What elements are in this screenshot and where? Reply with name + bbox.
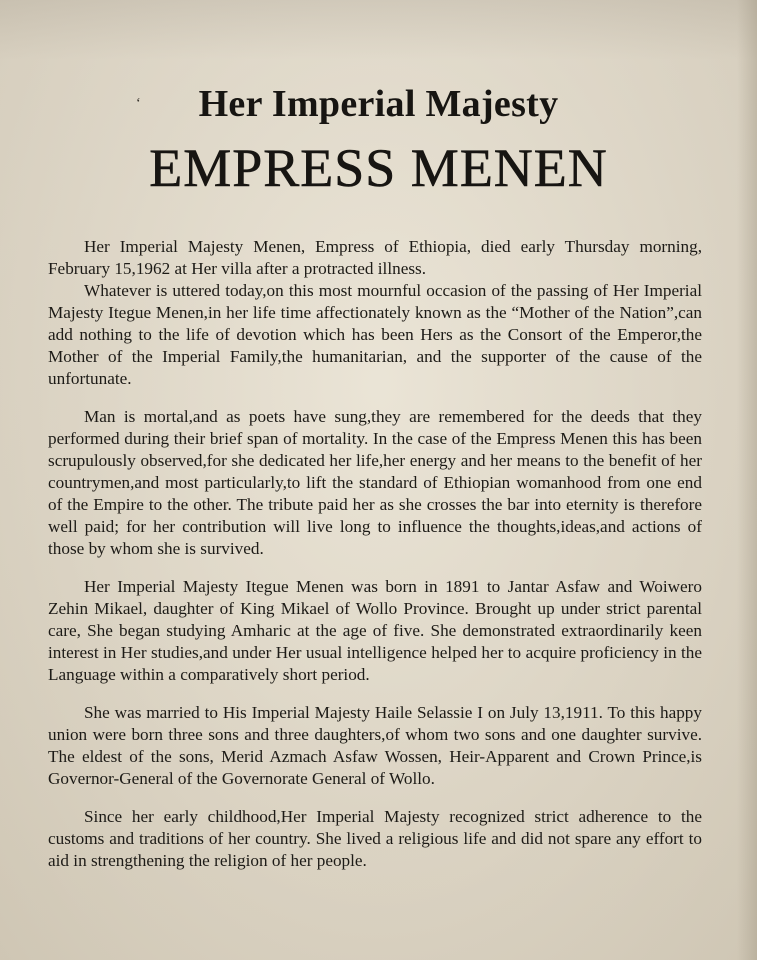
paragraph-6: Since her early childhood,Her Imperial Majesty recognized strict adherence to the customs and traditions of her country. She lived a religious life and did not spare any effort to aid in strengthening the religion of her people. — [48, 807, 702, 870]
paragraph-4: Her Imperial Majesty Itegue Menen was born in 1891 to Jantar Asfaw and Woiwero Zehin Mikael, daughter of King Mikael of Wollo Province. Brought up under strict parental care, She began studying Amharic at the age of five. She demonstrated extraordinarily keen interest in Her studies,and under Her usual intelligence helped her to acquire proficiency in the Language within a comparatively short period. — [48, 577, 702, 684]
title-line-1: Her Imperial Majesty — [198, 83, 559, 125]
paragraph-5: She was married to His Imperial Majesty Haile Selassie I on July 13,1911. To this happy union were born three sons and three daughters,of whom two sons and one daughter survive. The eldest of the sons, Merid Azmach Asfaw Wossen, Heir-Apparent and Crown Prince,is Governor-General of the Governorate General of Wollo. — [48, 703, 702, 788]
paragraph-1: Her Imperial Majesty Menen, Empress of Ethiopia, died early Thursday morning, February 15,1962 at Her villa after a protracted illness. — [48, 237, 702, 278]
paragraph-2: Whatever is uttered today,on this most mournful occasion of the passing of Her Imperial Majesty Itegue Menen,in her life time affectionately known as the “Mother of the Nation”,can add nothing to the life of devotion which has been Hers as the Consort of the Emperor,the Mother of the Imperial Family,the humanitarian, and the supporter of the cause of the unfortunate. — [48, 281, 702, 388]
paragraph-3: Man is mortal,and as poets have sung,they are remembered for the deeds that they performed during their brief span of mortality. In the case of the Empress Menen this has been scrupulously observed,for she dedicated her life,her energy and her means to the benefit of her countrymen,and most particularly,to lift the standard of Ethiopian womanhood from one end of the Empire to the other. The tribute paid her as she crosses the bar into eternity is therefore well paid; for her contribution will live long to influence the thoughts,ideas,and actions of those by whom she is survived. — [48, 407, 702, 558]
title-line-2: EMPRESS MENEN — [149, 138, 608, 198]
decorative-mark: ‘ — [136, 96, 141, 111]
article-body — [48, 236, 702, 872]
